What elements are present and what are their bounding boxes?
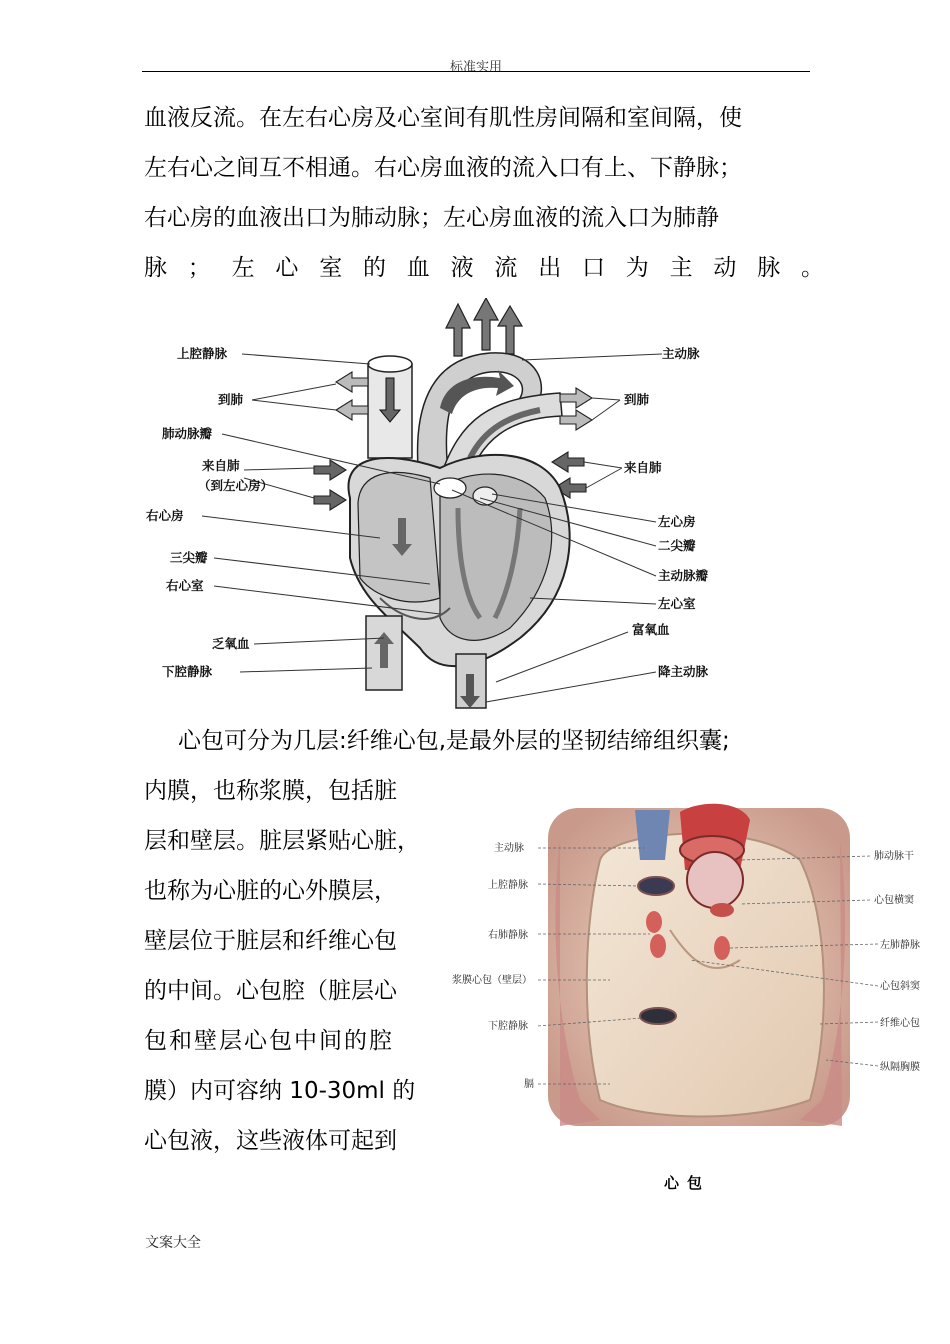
label-pulmonary-trunk: 肺动脉干 [874,851,914,862]
label-descending-aorta: 降主动脉 [658,664,709,679]
label-aorta: 主动脉 [662,346,700,361]
label-serous-pericardium: 浆膜心包（壁层） [452,975,532,986]
label-diaphragm: 膈 [524,1079,534,1090]
paragraph1-line-4: 脉；左心室的血液流出口为主动脉。 [144,255,845,281]
paragraph2-first-line: 心包可分为几层:纤维心包,是最外层的坚韧结缔组织囊; [178,728,730,754]
heart-diagram [140,298,740,716]
paragraph2-line-2: 层和壁层。脏层紧贴心脏， [144,828,420,854]
header-rule [142,71,810,72]
label-tricuspid-valve: 三尖瓣 [170,550,208,565]
paragraph2-line-1: 内膜，也称浆膜，包括脏 [144,778,397,804]
paragraph2-line-4: 壁层位于脏层和纤维心包 [144,928,397,954]
label-from-lung-left: 来自肺 [202,458,240,473]
paragraph2-line-6: 包和壁层心包中间的腔 [144,1028,394,1054]
label-aortic-valve: 主动脉瓣 [658,568,709,583]
label-oblique-sinus: 心包斜窦 [880,981,920,992]
pericardium-illustration [450,800,940,1130]
paragraph2-line-5: 的中间。心包腔（脏层心 [144,978,397,1004]
label-oxygenated-blood: 富氧血 [632,622,670,637]
label-inferior-vena-cava: 下腔静脉 [162,664,213,679]
paragraph2-line-7: 膜）内可容纳 10-30ml 的 [144,1078,416,1104]
label-ivc-pericardium: 下腔静脉 [488,1021,528,1032]
paragraph1-line-1: 血液反流。在左右心房及心室间有肌性房间隔和室间隔，使 [144,105,742,131]
label-svc-pericardium: 上腔静脉 [488,880,528,891]
page-header: 标准实用 [449,60,502,75]
label-superior-vena-cava: 上腔静脉 [177,346,228,361]
label-aorta-pericardium: 主动脉 [494,843,524,854]
label-to-left-atrium: （到左心房） [198,478,274,493]
label-to-lung-right: 到肺 [624,392,650,407]
paragraph2-line-8: 心包液，这些液体可起到 [144,1128,397,1154]
label-right-ventricle: 右心室 [166,578,204,593]
label-left-pulmonary-vein: 左肺静脉 [880,940,920,951]
paragraph2-line-3: 也称为心脏的心外膜层， [144,878,397,904]
label-mediastinal-pleura: 纵隔胸膜 [880,1062,920,1073]
label-left-ventricle: 左心室 [658,596,696,611]
label-pulmonary-valve: 肺动脉瓣 [162,426,213,441]
label-transverse-sinus: 心包横窦 [874,895,914,906]
label-right-pulmonary-vein: 右肺静脉 [488,930,528,941]
page-footer: 文案大全 [145,1235,201,1251]
label-left-atrium: 左心房 [658,514,696,529]
pericardium-caption: 心包 [664,1174,711,1192]
label-fibrous-pericardium: 纤维心包 [880,1018,920,1029]
label-deoxygenated-blood: 乏氧血 [212,636,250,651]
paragraph1-line-2: 左右心之间互不相通。右心房血液的流入口有上、下静脉； [144,155,742,181]
label-right-atrium: 右心房 [146,508,184,523]
label-to-lung-left: 到肺 [218,392,244,407]
label-from-lung-right: 来自肺 [624,460,662,475]
paragraph1-line-3: 右心房的血液出口为肺动脉；左心房血液的流入口为肺静 [144,205,719,231]
label-mitral-valve: 二尖瓣 [658,538,696,553]
